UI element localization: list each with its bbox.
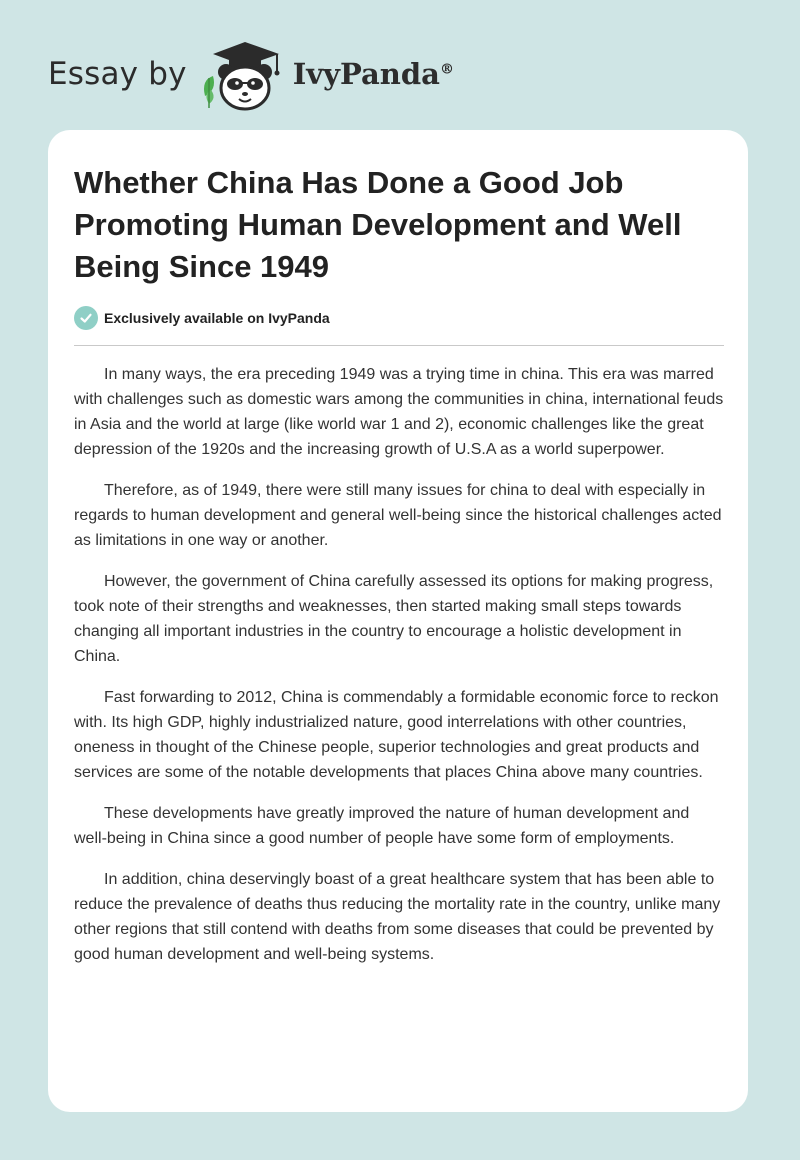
brand-name[interactable]: IvyPanda® bbox=[292, 57, 454, 91]
paragraph: These developments have greatly improved the nature of human development and well-being in China since a good number of people have some form of employments. bbox=[74, 805, 690, 847]
paragraph: However, the government of China carefully assessed its options for making progress, took note of their strengths and weaknesses, then started making small steps towards changing all important industries in the country to encourage a holistic development in China. bbox=[74, 573, 714, 665]
paragraph: In many ways, the era preceding 1949 was a trying time in china. This era was marred with challenges such as domestic wars among the communities in china, international feuds in Asia and the world at large (like world war 1 and 2), economic challenges like the great depression of the 1920s and the increasing growth of U.S.A as a world superpower. bbox=[74, 366, 724, 458]
paragraph: Therefore, as of 1949, there were still many issues for china to deal with especially in regards to human development and general well-being since the historical challenges acted as limitations in one way or another. bbox=[74, 482, 722, 549]
exclusive-badge bbox=[74, 306, 330, 330]
checkmark-icon bbox=[74, 306, 98, 330]
essay-body bbox=[74, 362, 724, 983]
site-header bbox=[48, 36, 454, 112]
essay-by-label: Essay by bbox=[48, 56, 187, 92]
divider bbox=[74, 345, 724, 346]
paragraph: In addition, china deservingly boast of a great healthcare system that has been able to reduce the prevalence of deaths thus reducing the mortality rate in the country, unlike many other regions that still contend with deaths from some diseases that could be prevented by good human development and well-being systems. bbox=[74, 871, 721, 963]
registered-mark: ® bbox=[439, 61, 454, 78]
paragraph: Fast forwarding to 2012, China is commendably a formidable economic force to reckon with. Its high GDP, highly industrialized nature, good interrelations with other countries, oneness in thought of the Chinese people, superior technologies and great products and services are some of the notable developments that places China above many countries. bbox=[74, 689, 719, 781]
panda-logo-icon[interactable] bbox=[199, 36, 291, 112]
essay-card bbox=[48, 130, 748, 1112]
page-title: Whether China Has Done a Good Job Promoting Human Development and Well Being Since 1949 bbox=[74, 165, 682, 284]
exclusive-label: Exclusively available on IvyPanda bbox=[104, 310, 330, 326]
